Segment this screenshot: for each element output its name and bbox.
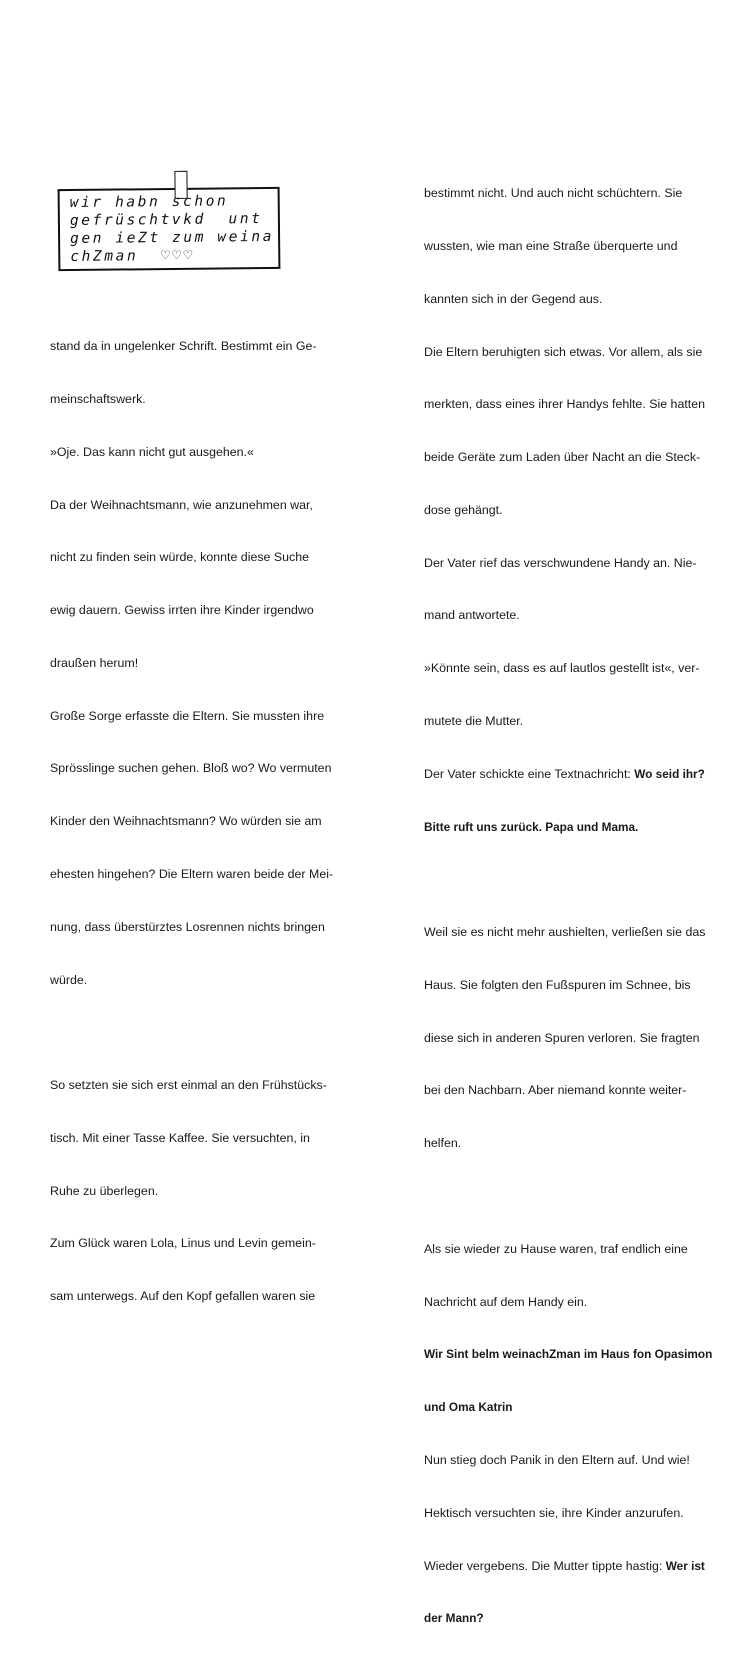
text-line: »Könnte sein, dass es auf lautlos gestellt ist«, ver- — [424, 661, 700, 676]
text-line-sms — [424, 766, 712, 784]
text-line: ehesten hingehen? Die Eltern waren beide der Mei- — [50, 867, 334, 881]
text-message: der Mann? — [424, 1611, 484, 1626]
reply-message: Wir Sint belm weinachZman im Haus fon Opasimon — [424, 1347, 713, 1362]
text-line: Da der Weihnachtsmann, wie anzunehmen war, — [50, 497, 313, 512]
text-line: tisch. Mit einer Tasse Kaffee. Sie versuchten, in — [50, 1130, 310, 1145]
text-line: mand antwortete. — [424, 608, 520, 623]
text-line-sms — [424, 1558, 712, 1576]
text-line: Große Sorge erfasste die Eltern. Sie mussten ihre — [50, 708, 325, 723]
paragraph-gap — [424, 1188, 712, 1206]
note-line: gen ieZt zum weina — [70, 228, 275, 248]
text-line: mutete die Mutter. — [424, 714, 524, 728]
text-line: So setzten sie sich erst einmal an den Frühstücks- — [50, 1078, 327, 1093]
text-line: sam unterwegs. Auf den Kopf gefallen waren sie — [50, 1289, 316, 1304]
note-line: chZman ♡♡♡ — [70, 247, 196, 266]
text-line: Hektisch versuchten sie, ihre Kinder anzurufen. — [424, 1505, 684, 1520]
left-body-text — [50, 303, 333, 1341]
text-line: nicht zu finden sein würde, konnte diese Suche — [50, 550, 309, 565]
paragraph-gap — [424, 871, 712, 889]
text-line: würde. — [50, 972, 88, 987]
text-line: diese sich in anderen Spuren verloren. Sie fragten — [424, 1030, 700, 1045]
text-line: meinschaftswerk. — [50, 391, 146, 406]
text-message: Bitte ruft uns zurück. Papa und Mama. — [424, 819, 639, 834]
text-line: helfen. — [424, 1136, 462, 1151]
right-body-text — [424, 150, 712, 1663]
text-line: merkten, dass eines ihrer Handys fehlte. Sie hatten — [424, 397, 706, 412]
text-line: bei den Nachbarn. Aber niemand konnte weiter- — [424, 1083, 687, 1098]
text-line: ewig dauern. Gewiss irrten ihre Kinder irgendwo — [50, 603, 314, 618]
text-line: »Oje. Das kann nicht gut ausgehen.« — [50, 444, 254, 459]
text-line: Weil sie es nicht mehr aushielten, verließen sie das — [424, 925, 706, 940]
text-line: Ruhe zu überlegen. — [50, 1183, 159, 1198]
text-line: Der Vater rief das verschwundene Handy an. Nie- — [424, 555, 697, 570]
sms-intro: Der Vater schickte eine Textnachricht: — [424, 766, 635, 781]
text-message: Wer ist — [665, 1558, 705, 1573]
text-line: Nachricht auf dem Handy ein. — [424, 1294, 588, 1309]
text-line: wussten, wie man eine Straße überquerte und — [424, 238, 678, 253]
text-line: nung, dass überstürztes Losrennen nichts bringen — [50, 919, 325, 934]
reply-message: und Oma Katrin — [424, 1400, 513, 1415]
text-line: dose gehängt. — [424, 502, 503, 517]
text-line: Nun stieg doch Panik in den Eltern auf. Und wie! — [424, 1452, 690, 1467]
text-line: Zum Glück waren Lola, Linus und Levin gemein- — [50, 1236, 316, 1251]
text-line: Die Eltern beruhigten sich etwas. Vor allem, als sie — [424, 344, 703, 359]
paragraph-gap — [50, 1024, 333, 1042]
text-line: Kinder den Weihnachtsmann? Wo würden sie am — [50, 814, 322, 829]
handwritten-note — [58, 187, 281, 271]
text-line: stand da in ungelenker Schrift. Bestimmt ein Ge- — [50, 339, 317, 354]
text-line: beide Geräte zum Laden über Nacht an die Steck- — [424, 450, 701, 465]
note-line: gefrüschtvkd unt — [69, 211, 263, 230]
text-line: bestimmt nicht. Und auch nicht schüchtern. Sie — [424, 186, 683, 201]
text-line: draußen herum! — [50, 655, 139, 670]
sms-intro: Wieder vergebens. Die Mutter tippte hastig: — [424, 1558, 666, 1573]
text-line: kannten sich in der Gegend aus. — [424, 291, 603, 306]
text-line: Als sie wieder zu Hause waren, traf endlich eine — [424, 1241, 688, 1256]
text-message: Wo seid ihr? — [634, 766, 705, 781]
text-line: Sprösslinge suchen gehen. Bloß wo? Wo vermuten — [50, 761, 332, 776]
text-line: Haus. Sie folgten den Fußspuren im Schnee, bis — [424, 977, 691, 992]
note-line: wir habn schon — [69, 193, 229, 212]
